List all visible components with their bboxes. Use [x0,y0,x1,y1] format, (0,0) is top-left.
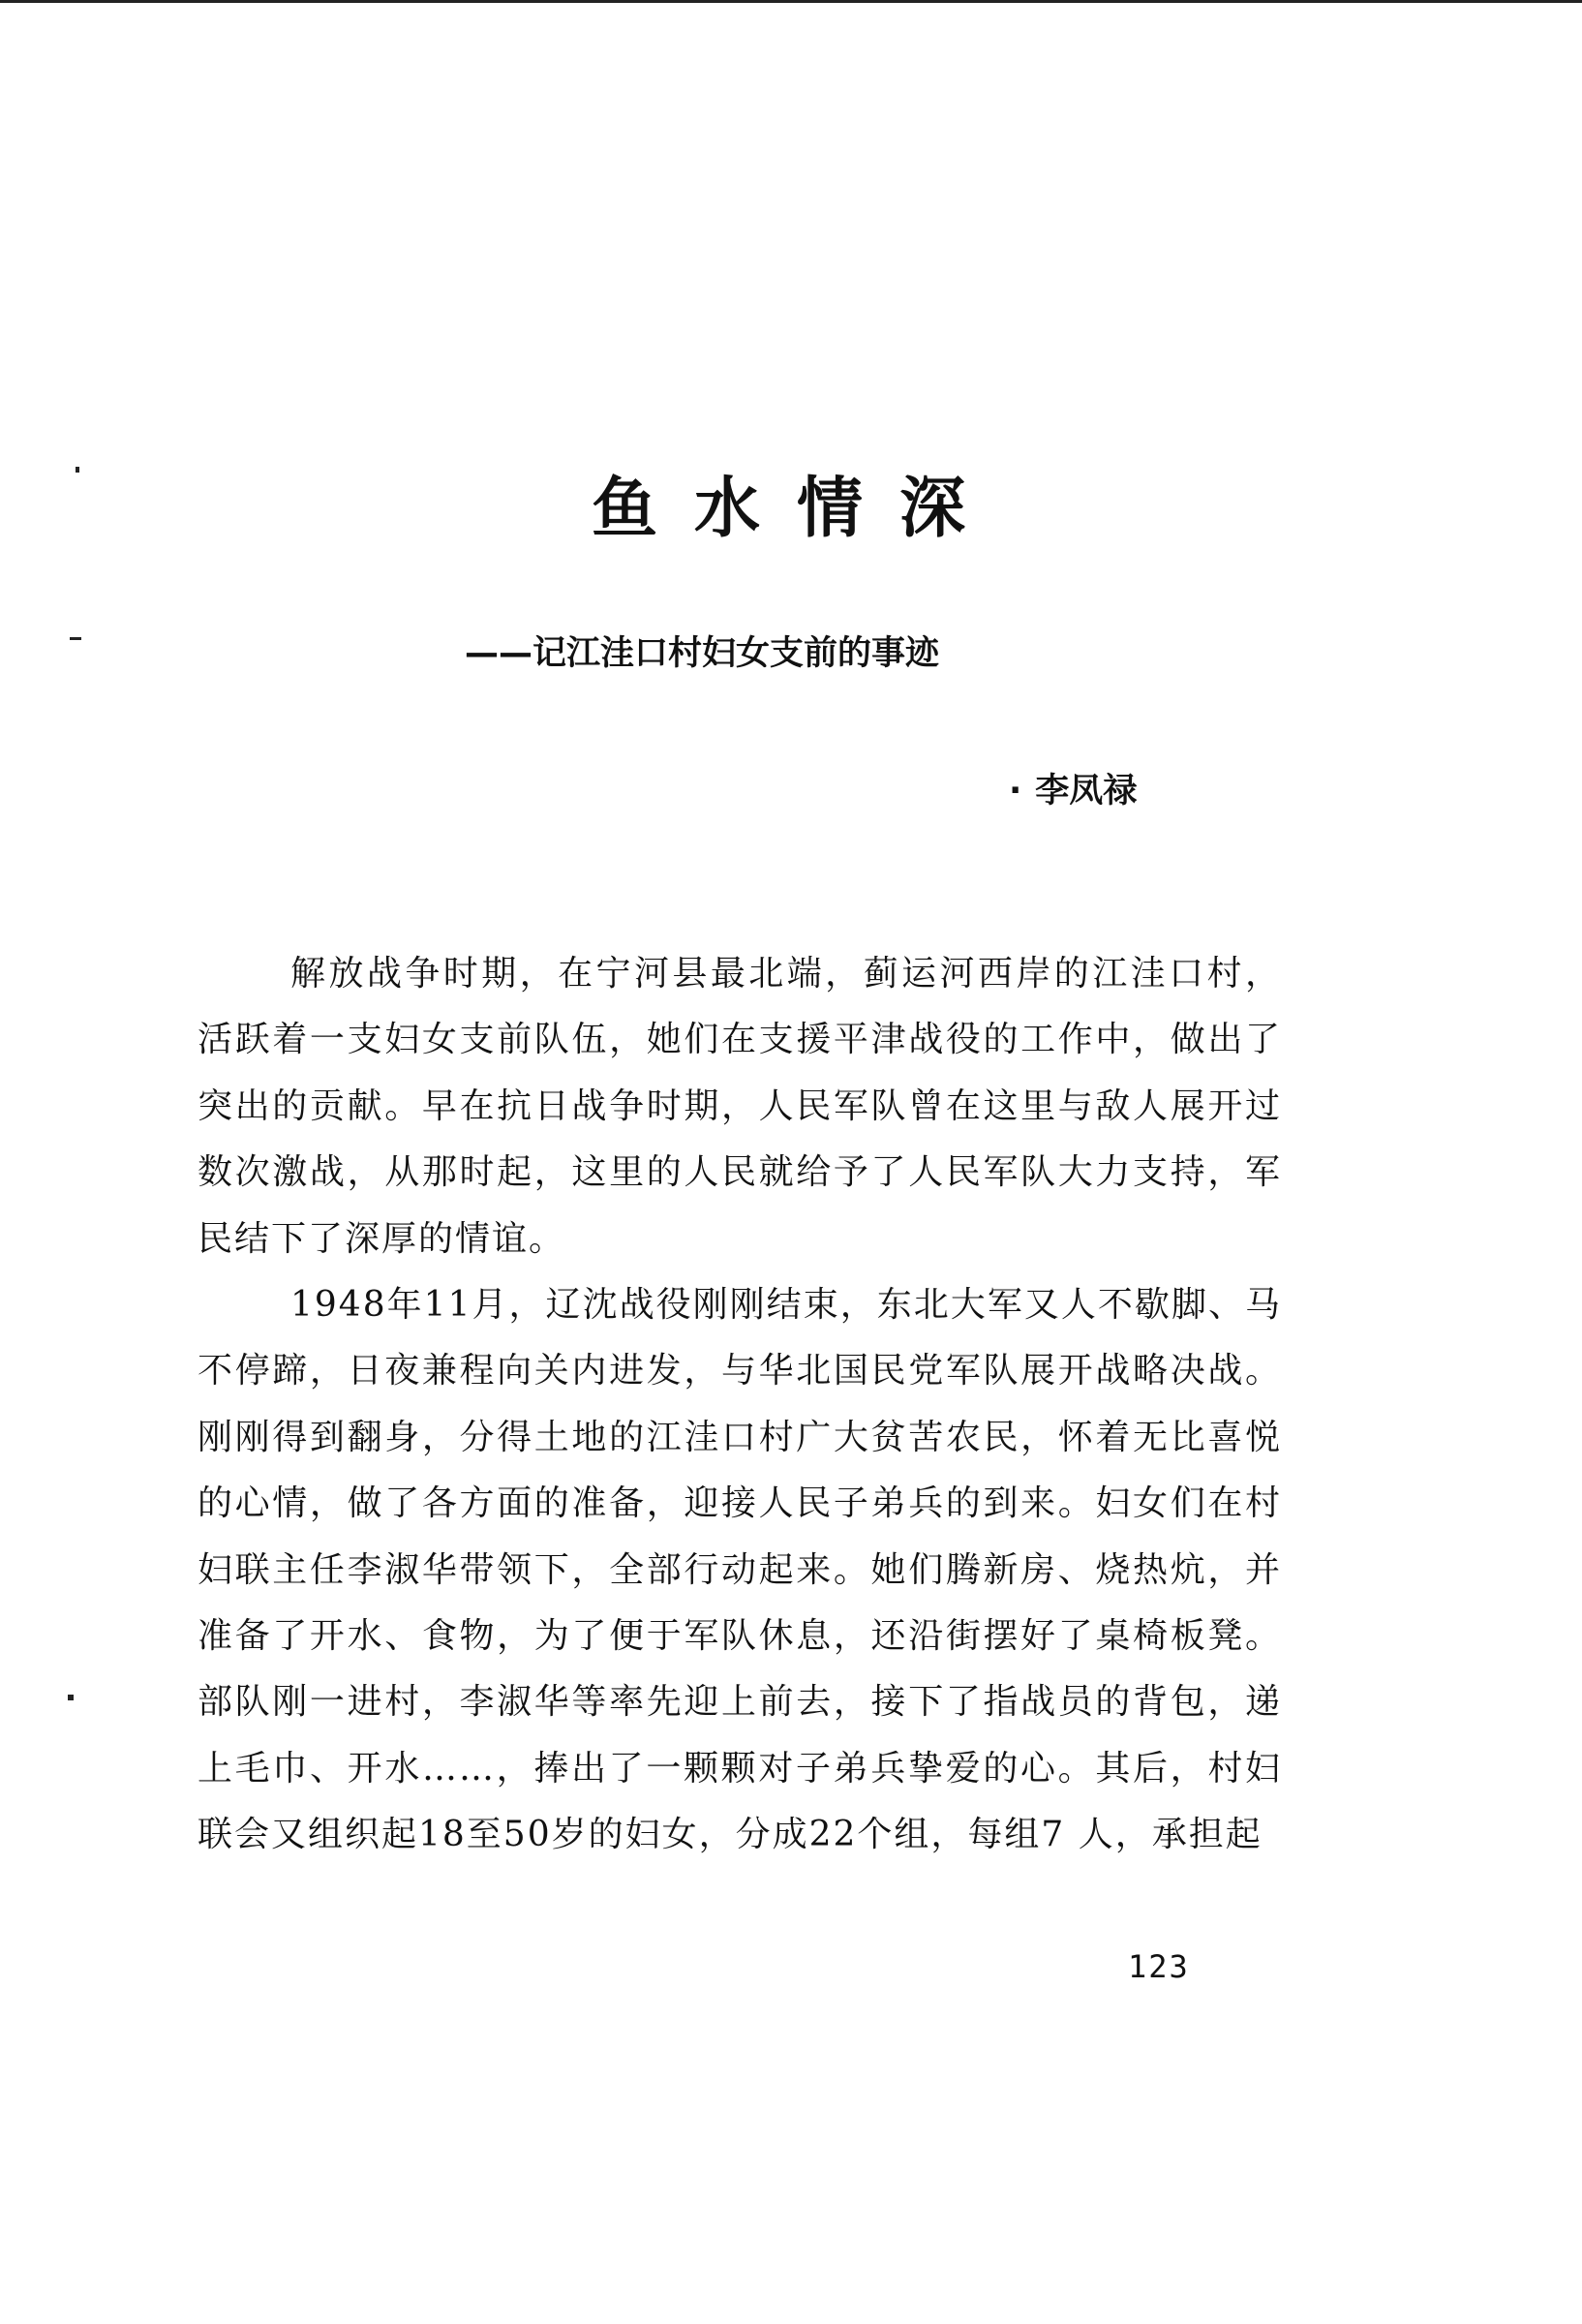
author-name: 李凤禄 [1035,772,1138,810]
article-title: 鱼水情深 [591,471,1002,547]
author-line [1009,772,1138,810]
page-number: 123 [1128,1948,1190,1985]
scan-speck [70,637,81,640]
paragraph-2: 1948年11月，辽沈战役刚刚结束，东北大军又人不歇脚、马不停蹄，日夜兼程向关内进发，与华北国民党军队展开战略决战。刚刚得到翻身，分得土地的江洼口村广大贫苦农民，怀着无比喜悦的心情，做了各方面的准备，迎接人民子弟兵的到来。妇女们在村妇联主任李淑华带领下，全部行动起来。她们腾新房、烧热炕，并准备了开水、食物，为了便于军队休息，还沿街摆好了桌椅板凳。部队刚一进村，李淑华等率先迎上前去，接下了指战员的背包，递上毛巾、开水……，捧出了一颗颗对子弟兵挚爱的心。其后，村妇联会又组织起18至50岁的妇女，分成22个组，每组7 人，承担起 [198,1285,1282,1855]
article-subtitle: ——记江洼口村妇女支前的事迹 [465,634,940,673]
paragraph-1: 解放战争时期，在宁河县最北端，蓟运河西岸的江洼口村，活跃着一支妇女支前队伍，她们在支援平津战役的工作中，做出了突出的贡献。早在抗日战争时期，人民军队曾在这里与敌人展开过数次激战，从那时起，这里的人民就给予了人民军队大力支持，军民结下了深厚的情谊。 [198,954,1282,1259]
scan-speck [68,1695,74,1700]
article-body [198,941,1282,1869]
scan-speck [76,467,79,473]
author-dot: · [1009,772,1022,810]
top-border-line [0,0,1582,3]
